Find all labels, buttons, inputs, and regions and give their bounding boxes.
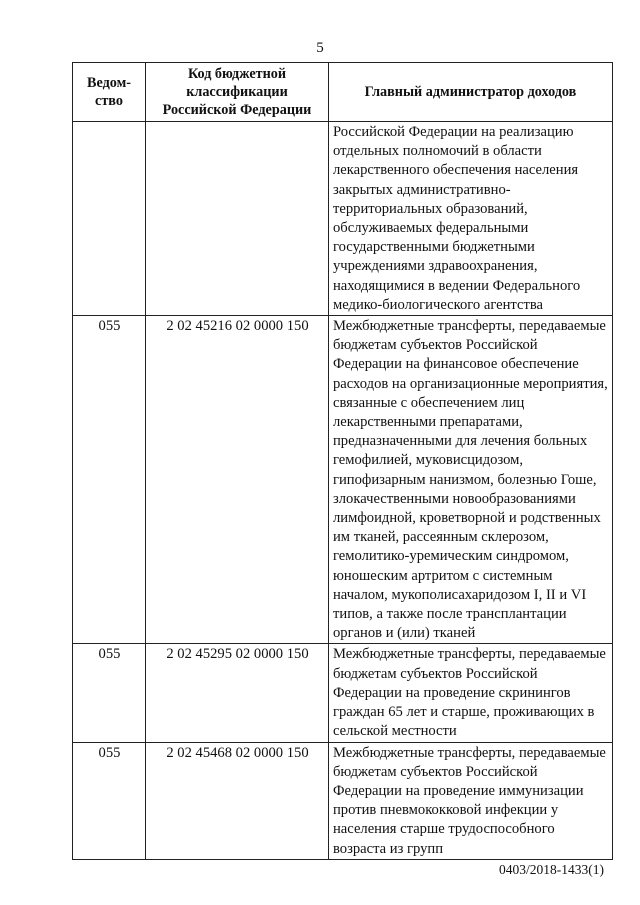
cell-description: Межбюджетные трансферты, передаваемые бюджетам субъектов Российской Федерации на финансовое обеспечение расходов на организационные мероприятия, связанные с обеспечением лиц лекарственными препаратами, предназначенными для лечения больных гемофилией, муковисцидозом, гипофизарным нанизмом, болезнью Гоше, злокачественными новообразованиями лимфоидной, кроветворной и родственных им тканей, рассеянным склерозом, гемолитико-уремическим синдромом, юношеским артритом с системным началом, мукополисахаридозом I, II и VI типов, а также после трансплантации органов и (или) тканей <box>329 316 613 644</box>
table-row <box>73 644 613 742</box>
cell-department: 055 <box>73 316 146 644</box>
cell-description: Межбюджетные трансферты, передаваемые бюджетам субъектов Российской Федерации на проведение скринингов граждан 65 лет и старше, проживающих в сельской местности <box>329 644 613 742</box>
cell-budget-code <box>146 122 329 316</box>
cell-description: Российской Федерации на реализацию отдельных полномочий в области лекарственного обеспечения населения закрытых административно-территориальных образований, обслуживаемых федеральными государственными бюджетными учреждениями здравоохранения, находящимися в ведении Федерального медико-биологического агентства <box>329 122 613 316</box>
budget-classification-table <box>72 62 613 860</box>
cell-department: 055 <box>73 644 146 742</box>
cell-department <box>73 122 146 316</box>
table-row <box>73 316 613 644</box>
document-id: 0403/2018-1433(1) <box>499 862 604 877</box>
cell-budget-code: 2 02 45468 02 0000 150 <box>146 742 329 859</box>
header-revenue-administrator: Главный администратор доходов <box>329 63 613 122</box>
header-department: Ведом- ство <box>73 63 146 122</box>
cell-description: Межбюджетные трансферты, передаваемые бюджетам субъектов Российской Федерации на проведение иммунизации против пневмококковой инфекции у населения старше трудоспособного возраста из групп <box>329 742 613 859</box>
page-number: 5 <box>316 40 324 56</box>
header-budget-code: Код бюджетной классификации Российской Федерации <box>146 63 329 122</box>
table-row <box>73 122 613 316</box>
cell-budget-code: 2 02 45216 02 0000 150 <box>146 316 329 644</box>
table-header-row <box>73 63 613 122</box>
cell-department: 055 <box>73 742 146 859</box>
cell-budget-code: 2 02 45295 02 0000 150 <box>146 644 329 742</box>
table-row <box>73 742 613 859</box>
